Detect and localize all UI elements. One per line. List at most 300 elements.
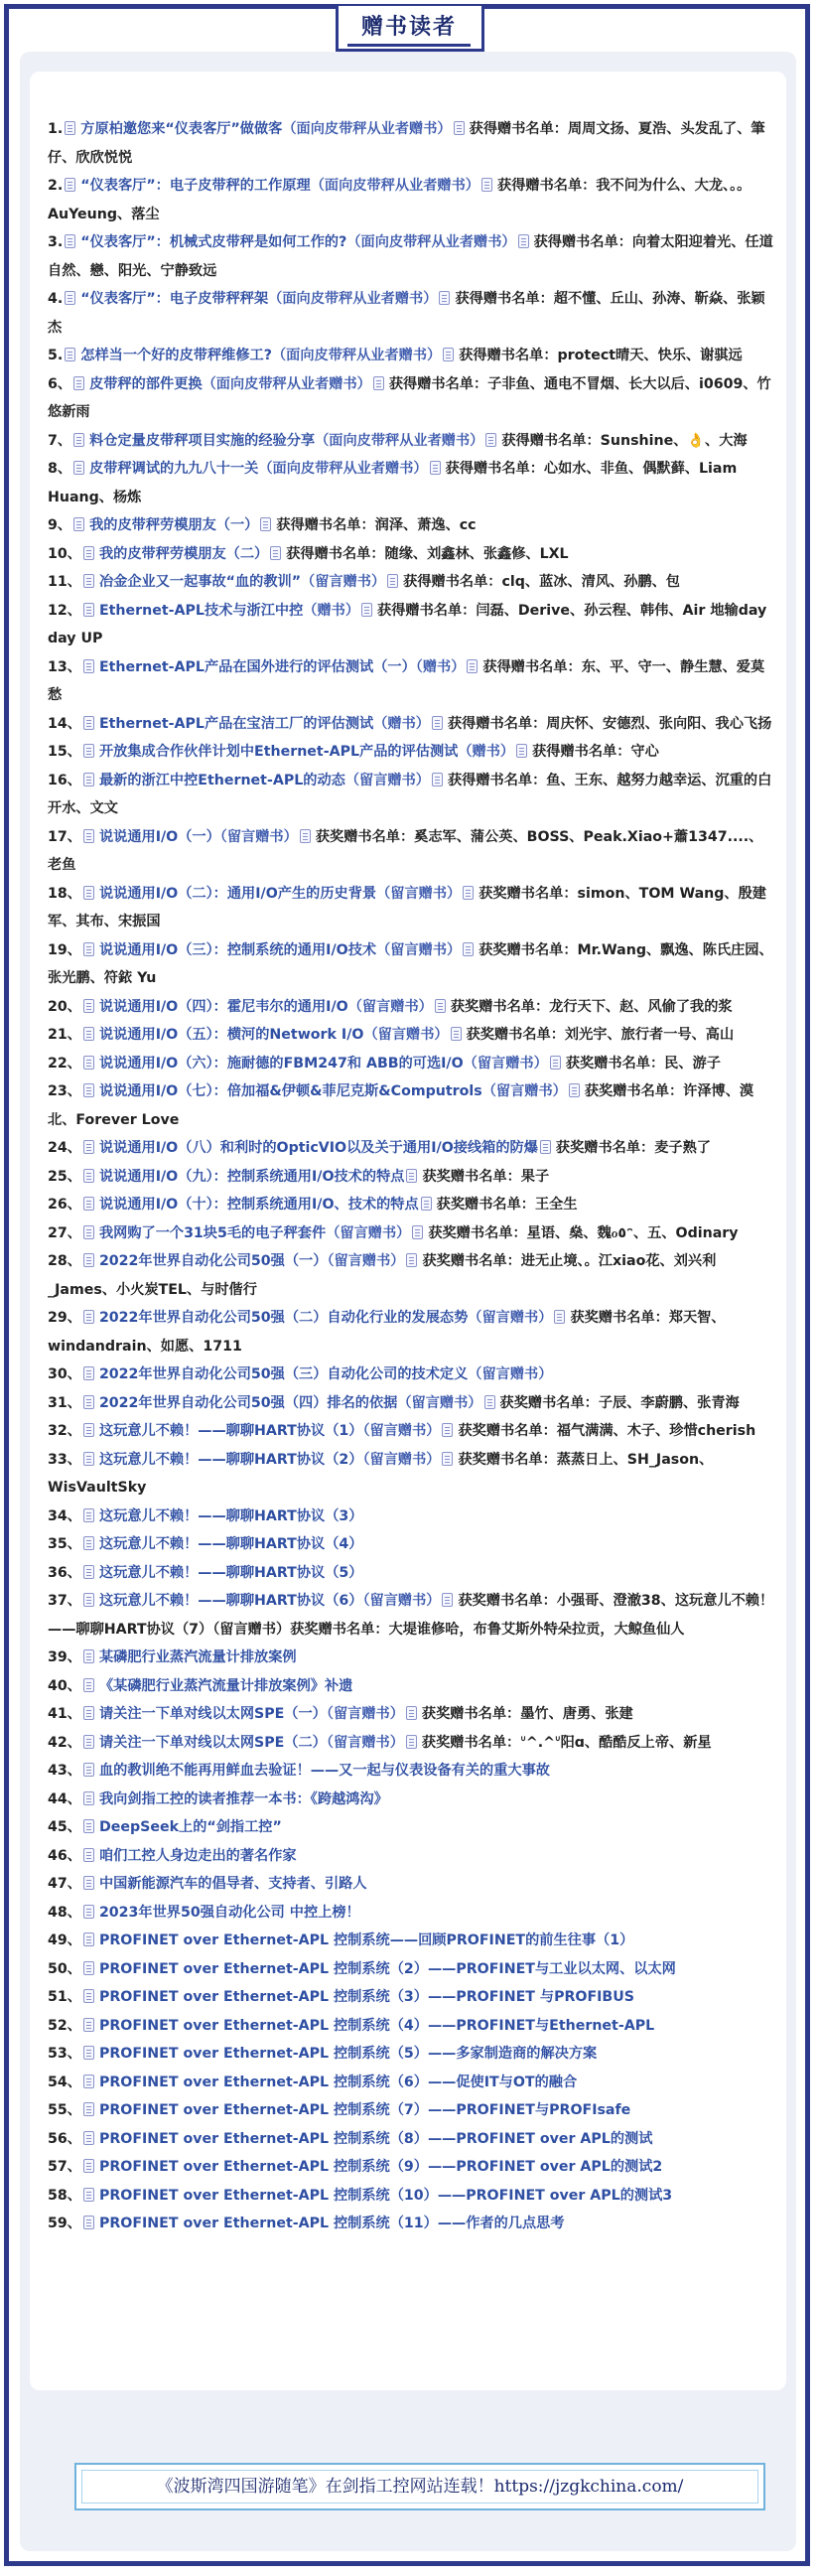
document-icon [481, 178, 492, 192]
list-item [48, 1530, 774, 1559]
article-link[interactable]: 这玩意儿不赖！——聊聊HART协议（4） [98, 1536, 363, 1552]
document-icon [83, 1140, 94, 1154]
article-tag: （赠书） [458, 744, 515, 760]
article-link[interactable]: 说说通用I/O（十）：控制系统通用I/O、技术的特点 [98, 1197, 419, 1213]
article-link[interactable]: 说说通用I/O（七）：倍加福&伊顿&菲尼克斯&Computrols [98, 1083, 482, 1099]
winner-list: 获奖赠书名单：小强哥、澄澈38、这玩意儿不赖！——聊聊HART协议（7）（留言赠书）获奖赠书名单：大堤谁修哈，布鲁艾斯外特朵拉贡，大鲸鱼仙人 [48, 1593, 774, 1638]
list-item [48, 653, 774, 710]
winner-list: 获得赠书名单：东、平、守一、静生慧、爱莫愁 [48, 658, 765, 703]
document-icon [73, 517, 84, 531]
article-link[interactable]: Ethernet-APL产品在宝洁工厂的评估测试 [98, 715, 374, 732]
document-icon [83, 1508, 94, 1522]
article-link[interactable]: 我向剑指工控的读者推荐一本书：《跨越鸿沟》 [98, 1790, 388, 1807]
list-item [48, 1842, 774, 1871]
article-link[interactable]: 说说通用I/O（八）和利时的OpticVIO以及关于通用I/O接线箱的防爆 [98, 1140, 538, 1156]
document-icon [83, 829, 94, 843]
item-number: 35、 [48, 1536, 81, 1552]
item-number: 51、 [48, 1989, 81, 2005]
article-link[interactable]: PROFINET over Ethernet-APL 控制系统（3）——PROFINET 与PROFIBUS [98, 1989, 634, 2005]
list-item [48, 172, 774, 228]
article-link[interactable]: 说说通用I/O（六）：施耐德的FBM247和 ABB的可选I/O [98, 1055, 464, 1072]
item-number: 55、 [48, 2102, 81, 2118]
winner-list: 获得赠书名单：闫磊、Derive、孙云程、韩伟、Air 地输day day UP [48, 602, 767, 646]
item-number: 2. [48, 178, 64, 194]
list-item [48, 1983, 774, 2012]
list-item [48, 511, 774, 540]
document-icon [83, 2018, 94, 2032]
document-icon [83, 546, 94, 560]
article-tag: （留言赠书） [362, 1593, 441, 1609]
article-link[interactable]: 最新的浙江中控Ethernet-APL的动态 [98, 772, 345, 788]
winner-list: 获得赠书名单：超不懂、丘山、孙涛、靳焱、张颖杰 [48, 291, 765, 336]
article-tag: （留言赠书） [347, 998, 433, 1015]
item-number: 34、 [48, 1507, 81, 1524]
document-icon [485, 433, 496, 447]
article-link[interactable]: 开放集成合作伙伴计划中Ethernet-APL产品的评估测试 [98, 744, 459, 760]
list-item [48, 1503, 774, 1531]
article-link[interactable]: PROFINET over Ethernet-APL 控制系统（6）——促使IT与OT的融合 [98, 2074, 578, 2090]
item-number: 19、 [48, 941, 81, 958]
list-item [48, 1955, 774, 1984]
article-link[interactable]: 这玩意儿不赖！——聊聊HART协议（3） [98, 1507, 363, 1524]
document-icon [432, 716, 443, 730]
document-icon [550, 1056, 561, 1070]
winner-list: 获得赠书名单：润泽、萧逸、cc [276, 517, 477, 533]
document-icon [451, 1027, 462, 1041]
winner-list: 获奖赠书名单：许泽博、漠北、Forever Love [48, 1083, 754, 1128]
document-icon [65, 178, 75, 192]
article-tag: （留言赠书） [468, 1366, 553, 1382]
winner-list: 获得赠书名单：周周文扬、夏浩、头发乱了、筆仔、欣欣悦悦 [48, 121, 765, 166]
document-icon [65, 348, 75, 361]
document-icon [406, 1253, 417, 1267]
item-number: 40、 [48, 1677, 81, 1694]
winner-list: 获奖赠书名单：郑天智、windandrain、如愿、1711 [48, 1310, 726, 1355]
list-item [48, 370, 774, 427]
document-icon [300, 829, 311, 843]
document-icon [83, 1536, 94, 1550]
item-number: 22、 [48, 1055, 81, 1072]
document-icon [83, 1791, 94, 1805]
item-number: 20、 [48, 998, 81, 1015]
item-number: 42、 [48, 1734, 81, 1751]
item-number: 33、 [48, 1451, 81, 1468]
document-icon [83, 1452, 94, 1466]
item-number: 3. [48, 234, 64, 250]
document-icon [463, 942, 474, 956]
list-item [48, 1587, 774, 1644]
article-link[interactable]: 怎样当一个好的皮带秤维修工? [80, 348, 272, 363]
article-link[interactable]: Ethernet-APL技术与浙江中控 [98, 602, 304, 619]
document-icon [83, 744, 94, 758]
document-icon [83, 1366, 94, 1380]
article-link[interactable]: DeepSeek上的“剑指工控” [98, 1819, 282, 1835]
list-item [48, 1700, 774, 1729]
document-icon [467, 659, 478, 673]
list-item [48, 1813, 774, 1842]
document-icon [412, 1225, 423, 1239]
article-link[interactable]: PROFINET over Ethernet-APL 控制系统（4）——PROFINET与Ethernet-APL [98, 2017, 655, 2034]
document-icon [83, 2131, 94, 2145]
item-number: 53、 [48, 2046, 81, 2062]
document-icon [406, 1735, 417, 1749]
list-item [48, 342, 774, 370]
winner-list: 获奖赠书名单：ᐡ^.^ᐡ阳ɑ、酷酷反上帝、新星 [421, 1734, 712, 1751]
list-item [48, 1644, 774, 1672]
article-link[interactable]: 《某磷肥行业蒸汽流量计排放案例》补遗 [98, 1677, 353, 1694]
article-tag: （面向皮带秤从业者赠书） [271, 348, 442, 363]
document-icon [518, 234, 529, 248]
item-number: 8、 [48, 461, 72, 477]
list-item [48, 1360, 774, 1389]
article-tag: （面向皮带秤从业者赠书） [310, 178, 479, 194]
item-number: 41、 [48, 1706, 81, 1722]
winner-list: 获奖赠书名单：simon、TOM Wang、殷建军、其布、宋振国 [48, 885, 766, 930]
document-icon [83, 886, 94, 900]
item-number: 50、 [48, 1960, 81, 1977]
winner-list: 获得赠书名单：随缘、刘鑫林、张鑫修、LXL [286, 545, 569, 562]
item-number: 12、 [48, 602, 81, 619]
item-number: 29、 [48, 1310, 81, 1326]
document-icon [83, 2188, 94, 2202]
document-icon [83, 2075, 94, 2088]
article-link[interactable]: 这玩意儿不赖！——聊聊HART协议（5） [98, 1564, 363, 1581]
article-link[interactable]: 请关注一下单对线以太网SPE（一） [98, 1706, 327, 1722]
winner-list: 获得赠书名单：周庆怀、安德烈、张向阳、我心飞扬 [447, 715, 772, 732]
document-icon [83, 2216, 94, 2229]
item-number: 7、 [48, 432, 72, 449]
article-link[interactable]: 这玩意儿不赖！——聊聊HART协议（2） [98, 1451, 363, 1468]
document-icon [439, 291, 450, 305]
article-tag: （留言赠书） [397, 1394, 482, 1411]
document-icon [83, 716, 94, 730]
document-icon [83, 773, 94, 787]
article-tag: （面向皮带秤从业者赠书） [268, 291, 438, 307]
article-tag: （面向皮带秤从业者赠书） [315, 432, 484, 449]
article-link[interactable]: PROFINET over Ethernet-APL 控制系统（10）——PROFINET over APL的测试3 [98, 2187, 673, 2204]
winner-list: 获奖赠书名单：星语、燊、魏ℴ٥ᵔ、五、Odinary [428, 1224, 739, 1241]
list-item [48, 427, 774, 456]
article-tag: （留言赠书） [363, 1027, 449, 1043]
item-number: 26、 [48, 1197, 81, 1213]
list-item [48, 1077, 774, 1134]
document-icon [270, 546, 281, 560]
list-item [48, 2182, 774, 2211]
winner-list: 获得赠书名单：Sunshine、👌、大海 [501, 432, 748, 449]
article-tag: （留言赠书） [362, 1423, 441, 1439]
item-number: 44、 [48, 1790, 81, 1807]
article-link[interactable]: PROFINET over Ethernet-APL 控制系统（9）——PROFINET over APL的测试2 [98, 2159, 663, 2175]
winner-list: 获奖赠书名单：Mr.Wang、飘逸、陈氏庄园、张光鹏、符銥 Yu [48, 941, 773, 986]
winner-list: 获得赠书名单：protect晴天、快乐、谢骐远 [459, 348, 743, 363]
article-tag: （面向皮带秤从业者赠书） [282, 121, 452, 137]
article-link[interactable]: 皮带秤调试的九九八十一关 [89, 461, 259, 477]
article-link[interactable]: 中国新能源汽车的倡导者、支持者、引路人 [98, 1876, 367, 1892]
document-icon [83, 1169, 94, 1183]
winner-list: 获得赠书名单：clq、蓝冰、清风、孙鹏、包 [403, 574, 680, 590]
article-link[interactable]: PROFINET over Ethernet-APL 控制系统（5）——多家制造商的解决方案 [98, 2046, 598, 2062]
document-icon [83, 1395, 94, 1409]
article-link[interactable]: PROFINET over Ethernet-APL 控制系统（11）——作者的几点思考 [98, 2216, 565, 2231]
item-number: 46、 [48, 1847, 81, 1864]
article-tag: （留言赠书） [463, 1055, 548, 1072]
footer-banner[interactable] [74, 2463, 765, 2510]
list-item [48, 568, 774, 597]
list-item [48, 738, 774, 767]
article-tag: （赠书） [415, 658, 466, 675]
winner-list: 获得赠书名单：鱼、王东、越努力越幸运、沉重的白开水、文文 [48, 772, 772, 816]
article-link[interactable]: PROFINET over Ethernet-APL 控制系统——回顾PROFINET的前生往事（1） [98, 1932, 634, 1948]
article-tag: （面向皮带秤从业者赠书） [346, 234, 516, 250]
article-link[interactable]: 咱们工控人身边走出的著名作家 [98, 1847, 297, 1864]
list-item [48, 1389, 774, 1418]
list-item [48, 2210, 774, 2238]
list-item [48, 1163, 774, 1192]
item-number: 13、 [48, 658, 81, 675]
article-link[interactable]: 说说通用I/O（九）：控制系统通用I/O技术的特点 [98, 1168, 405, 1185]
item-number: 47、 [48, 1876, 81, 1892]
item-number: 1. [48, 121, 64, 137]
document-icon [83, 2046, 94, 2060]
document-icon [554, 1310, 565, 1324]
winner-list: 获奖赠书名单：墨竹、唐勇、张建 [421, 1706, 633, 1722]
article-tag: （留言赠书） [301, 574, 386, 590]
article-tag: （留言赠书） [468, 1310, 553, 1326]
document-icon [83, 659, 94, 673]
winner-list: 获得赠书名单：守心 [532, 744, 659, 760]
article-link[interactable]: PROFINET over Ethernet-APL 控制系统（2）——PROFINET与工业以太网、以太网 [98, 1960, 676, 1977]
document-icon [387, 574, 398, 588]
document-icon [569, 1083, 580, 1097]
document-icon [83, 1423, 94, 1437]
article-link[interactable]: 料仓定量皮带秤项目实施的经验分享 [89, 432, 316, 449]
document-icon [443, 348, 454, 361]
document-icon [73, 376, 84, 390]
list-item [48, 823, 774, 880]
article-link[interactable]: 方原柏邀您来“仪表客厅”做做客 [80, 121, 283, 137]
item-number: 43、 [48, 1763, 81, 1779]
article-link[interactable]: 说说通用I/O（一） [98, 828, 220, 845]
winner-list: 获奖赠书名单：子辰、李蔚鹏、张青海 [499, 1394, 740, 1411]
list-item [48, 2069, 774, 2097]
article-tag: （面向皮带秤从业者赠书） [202, 375, 371, 392]
item-number: 36、 [48, 1564, 81, 1581]
winner-list: 获奖赠书名单：龙行天下、赵、风偷了我的浆 [450, 998, 733, 1015]
list-item [48, 1786, 774, 1814]
article-tag: （留言赠书） [219, 828, 298, 845]
item-number: 30、 [48, 1366, 81, 1382]
item-number: 58、 [48, 2187, 81, 2204]
list-item [48, 1050, 774, 1078]
list-item [48, 1219, 774, 1248]
document-icon [442, 1452, 453, 1466]
winner-list: 获奖赠书名单：进无止境、。江xiao花、刘兴利_James、小火炭TEL、与时偕行 [48, 1253, 717, 1298]
winner-list: 获奖赠书名单：民、游子 [565, 1055, 721, 1072]
document-icon [484, 1395, 495, 1409]
list-item [48, 2040, 774, 2069]
list-item [48, 228, 774, 285]
item-number: 5. [48, 348, 64, 363]
article-link[interactable]: 这玩意儿不赖！——聊聊HART协议（6） [98, 1593, 363, 1609]
document-icon [83, 1848, 94, 1862]
list-item [48, 1559, 774, 1588]
document-icon [83, 1735, 94, 1749]
list-item [48, 285, 774, 342]
article-link[interactable]: 我的皮带秤劳模朋友（一） [89, 517, 259, 533]
list-item [48, 1304, 774, 1360]
article-link[interactable]: 我的皮带秤劳模朋友（二） [98, 545, 269, 562]
document-icon [373, 376, 384, 390]
list-item [48, 1729, 774, 1758]
document-icon [83, 1197, 94, 1211]
winner-list: 获得赠书名单：心如水、非鱼、偶默藓、Liam Huang、杨炼 [48, 461, 738, 505]
article-link[interactable]: 说说通用I/O（三）：控制系统的通用I/O技术 [98, 941, 377, 958]
winner-list: 获奖赠书名单：奚志军、蒲公英、BOSS、Peak.Xiao+蕭1347....、老鱼 [48, 828, 763, 873]
list-item [48, 540, 774, 569]
document-icon [361, 603, 372, 617]
article-link[interactable]: 说说通用I/O（二）：通用I/O产生的历史背景 [98, 885, 377, 902]
item-number: 21、 [48, 1027, 81, 1043]
article-tag: （留言赠书） [362, 1451, 441, 1468]
document-icon [83, 1876, 94, 1890]
list-item [48, 1191, 774, 1219]
list-item [48, 1446, 774, 1503]
winner-list: 获奖赠书名单：福气满满、木子、珍惜cherish [458, 1423, 756, 1439]
document-icon [430, 461, 441, 475]
item-number: 18、 [48, 885, 81, 902]
item-number: 37、 [48, 1593, 81, 1609]
footer-text: 《波斯湾四国游随笔》在剑指工控网站连载！https://jzgkchina.com/ [156, 2477, 684, 2497]
article-link[interactable]: “仪表客厅”：电子皮带秤秤架 [80, 291, 269, 307]
document-icon [83, 603, 94, 617]
list-item [48, 1899, 774, 1928]
article-link[interactable]: 冶金企业又一起事故“血的教训” [98, 574, 302, 590]
item-number: 9、 [48, 517, 72, 533]
article-tag: （留言赠书） [376, 885, 462, 902]
article-link[interactable]: Ethernet-APL产品在国外进行的评估测试（一） [98, 658, 416, 675]
document-icon [406, 1169, 417, 1183]
document-icon [83, 1253, 94, 1267]
item-number: 11、 [48, 574, 81, 590]
article-link[interactable]: 2023年世界50强自动化公司 中控上榜！ [98, 1904, 360, 1921]
document-icon [65, 121, 75, 135]
document-icon [83, 1649, 94, 1663]
article-link[interactable]: “仪表客厅”：电子皮带秤的工作原理 [80, 178, 311, 194]
article-link[interactable]: 2022年世界自动化公司50强（二）自动化行业的发展态势 [98, 1310, 469, 1326]
list-item [48, 880, 774, 936]
article-tag: （留言赠书） [326, 1734, 404, 1751]
list-item [48, 1757, 774, 1786]
list-item [48, 1417, 774, 1446]
article-link[interactable]: 2022年世界自动化公司50强（四）排名的依据 [98, 1394, 398, 1411]
winner-list: 获奖赠书名单：蒸蒸日上、SH_Jason、WisVaultSky [48, 1451, 714, 1496]
document-icon [83, 1932, 94, 1946]
document-icon [83, 1225, 94, 1239]
item-number: 27、 [48, 1224, 81, 1241]
document-icon [83, 574, 94, 588]
article-link[interactable]: 我网购了一个31块5毛的电子秤套件 [98, 1224, 327, 1241]
list-item [48, 1021, 774, 1050]
list-item [48, 115, 774, 172]
article-link[interactable]: 这玩意儿不赖！——聊聊HART协议（1） [98, 1423, 363, 1439]
document-icon [83, 1593, 94, 1607]
list-item [48, 993, 774, 1022]
article-link[interactable]: 某磷肥行业蒸汽流量计排放案例 [98, 1649, 297, 1665]
list-item [48, 1672, 774, 1701]
list-item [48, 1927, 774, 1955]
article-link[interactable]: PROFINET over Ethernet-APL 控制系统（8）——PROFINET over APL的测试 [98, 2130, 653, 2147]
item-number: 10、 [48, 545, 81, 562]
item-number: 48、 [48, 1904, 81, 1921]
article-tag: （留言赠书） [344, 772, 430, 788]
article-link[interactable]: PROFINET over Ethernet-APL 控制系统（7）——PROFINET与PROFIsafe [98, 2102, 631, 2118]
article-list [30, 72, 786, 2390]
item-number: 32、 [48, 1423, 81, 1439]
article-link[interactable]: “仪表客厅”：机械式皮带秤是如何工作的? [80, 234, 347, 250]
document-icon [83, 1678, 94, 1692]
document-icon [516, 744, 527, 758]
article-link[interactable]: 皮带秤的部件更换 [89, 375, 203, 392]
list-item [48, 710, 774, 739]
document-icon [260, 517, 271, 531]
item-number: 6、 [48, 375, 72, 392]
item-number: 15、 [48, 744, 81, 760]
item-number: 39、 [48, 1649, 81, 1665]
item-number: 56、 [48, 2130, 81, 2147]
winner-list: 获得赠书名单：向着太阳迎着光、任道自然、戀、阳光、宁静致远 [48, 234, 773, 279]
document-icon [83, 1961, 94, 1975]
list-item [48, 2153, 774, 2182]
document-icon [83, 1083, 94, 1097]
article-link[interactable]: 2022年世界自动化公司50强（三）自动化公司的技术定义 [98, 1366, 469, 1382]
document-icon [83, 2102, 94, 2116]
document-icon [83, 1763, 94, 1777]
item-number: 54、 [48, 2074, 81, 2090]
document-icon [454, 121, 465, 135]
article-link[interactable]: 请关注一下单对线以太网SPE（二） [98, 1734, 327, 1751]
list-item [48, 936, 774, 993]
item-number: 57、 [48, 2159, 81, 2175]
document-icon [442, 1593, 453, 1607]
article-tag: （赠书） [303, 602, 360, 619]
article-tag: （赠书） [373, 715, 430, 732]
article-tag: （面向皮带秤从业者赠书） [258, 461, 428, 477]
document-icon [65, 291, 75, 305]
document-icon [435, 999, 446, 1013]
list-item [48, 1870, 774, 1899]
article-link[interactable]: 2022年世界自动化公司50强（一） [98, 1253, 328, 1269]
article-tag: （留言赠书） [326, 1706, 404, 1722]
article-link[interactable]: 血的教训绝不能再用鲜血去验证！——又一起与仪表设备有关的重大事故 [98, 1763, 550, 1779]
item-number: 49、 [48, 1932, 81, 1948]
content-panel [20, 52, 796, 2551]
document-icon [83, 1565, 94, 1579]
winner-list: 获得赠书名单：子非鱼、通电不冒烟、长大以后、i0609、竹悠新雨 [48, 375, 771, 420]
document-icon [421, 1197, 432, 1211]
document-icon [73, 461, 84, 475]
article-tag: （留言赠书） [327, 1253, 405, 1269]
list-item [48, 767, 774, 823]
article-link[interactable]: 说说通用I/O（四）：霍尼韦尔的通用I/O [98, 998, 348, 1015]
list-item [48, 455, 774, 511]
item-number: 45、 [48, 1819, 81, 1835]
article-tag: （留言赠书） [326, 1224, 411, 1241]
list-item [48, 1247, 774, 1304]
winner-list: 获奖赠书名单：刘光宇、旅行者一号、高山 [466, 1027, 735, 1043]
article-link[interactable]: 说说通用I/O（五）：横河的Network I/O [98, 1027, 364, 1043]
document-icon [83, 1310, 94, 1324]
item-number: 52、 [48, 2017, 81, 2034]
